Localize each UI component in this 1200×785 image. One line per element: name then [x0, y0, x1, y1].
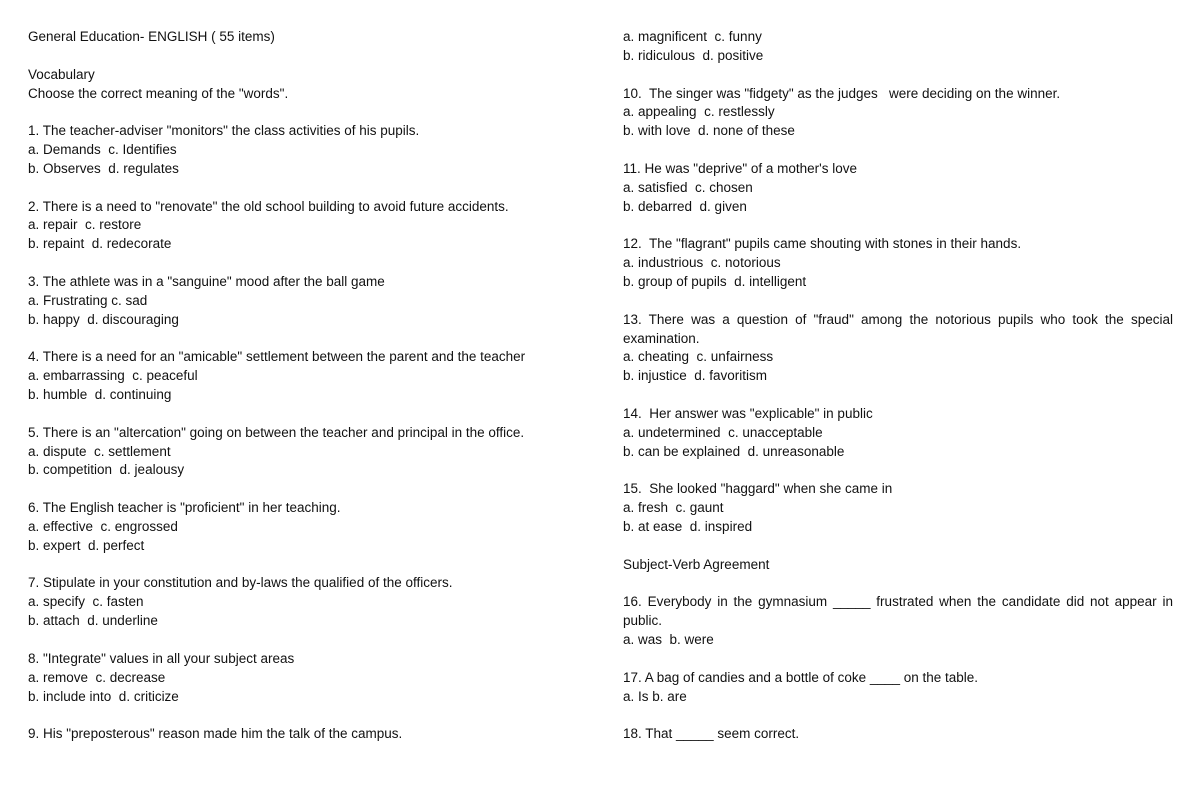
choices-a-c: a. dispute c. settlement: [28, 443, 171, 459]
question-block-1: [28, 122, 588, 179]
choices-a-c: a. cheating c. unfairness: [623, 349, 774, 365]
choices-b-d: b. debarred d. given: [623, 198, 747, 214]
spacer: [28, 254, 588, 273]
section-heading-vocabulary: Vocabulary: [28, 66, 95, 82]
question-text-18: 18. That _____ seem correct.: [623, 726, 800, 742]
question-text: 1. The teacher-adviser "monitors" the class activities of his pupils.: [28, 123, 420, 139]
spacer: [623, 706, 1173, 725]
question-text: 17. A bag of candies and a bottle of coke ____ on the table.: [623, 669, 979, 685]
question-text: 12. The "flagrant" pupils came shouting with stones in their hands.: [623, 236, 1022, 252]
choices-b-d: b. ridiculous d. positive: [623, 47, 764, 63]
spacer: [28, 47, 588, 66]
question-text: 13. There was a question of "fraud" among the notorious pupils who took the special examination.: [623, 311, 1173, 346]
question-block-5: [28, 424, 588, 481]
question-text: 3. The athlete was in a "sanguine" mood after the ball game: [28, 273, 385, 289]
choices-a-c: a. specify c. fasten: [28, 594, 144, 610]
choices-a-c: a. industrious c. notorious: [623, 255, 781, 271]
question-text: 5. There is an "altercation" going on between the teacher and principal in the office.: [28, 424, 525, 440]
choices-a-c: a. repair c. restore: [28, 217, 142, 233]
question-block-14: [623, 405, 1173, 462]
question-text: 15. She looked "haggard" when she came in: [623, 481, 893, 497]
question-text: 10. The singer was "fidgety" as the judges were deciding on the winner.: [623, 85, 1061, 101]
question-block-6: [28, 499, 588, 556]
choices-b-d: b. attach d. underline: [28, 613, 158, 629]
choices-a-c: a. Frustrating c. sad: [28, 292, 148, 308]
choices-b-d: b. include into d. criticize: [28, 688, 179, 704]
section-heading-subject-verb-agreement: Subject-Verb Agreement: [623, 556, 770, 572]
choices-b-d: b. at ease d. inspired: [623, 518, 753, 534]
choices-b-d: b. can be explained d. unreasonable: [623, 443, 845, 459]
choices-a-b: a. was b. were: [623, 632, 714, 647]
question-block-12: [623, 235, 1173, 292]
choices-a-c: a. Demands c. Identifies: [28, 142, 177, 158]
spacer: [623, 537, 1173, 556]
right-column: [623, 28, 1173, 744]
spacer: [623, 386, 1173, 405]
choices-b-d: b. repaint d. redecorate: [28, 236, 172, 252]
spacer: [623, 141, 1173, 160]
question-text: 2. There is a need to "renovate" the old school building to avoid future accidents.: [28, 198, 509, 214]
choices-b-d: b. humble d. continuing: [28, 387, 172, 403]
question-text: 7. Stipulate in your constitution and by-laws the qualified of the officers.: [28, 575, 453, 591]
choices-a-c: a. appealing c. restlessly: [623, 104, 775, 120]
choices-a-b: a. Is b. are: [623, 688, 687, 704]
spacer: [28, 706, 588, 725]
question-block-4: [28, 348, 588, 405]
spacer: [623, 461, 1173, 480]
question-text-9: 9. His "preposterous" reason made him the talk of the campus.: [28, 726, 403, 742]
question-block-11: [623, 160, 1173, 217]
left-column: [28, 28, 588, 744]
question-text: 8. "Integrate" values in all your subject areas: [28, 650, 295, 666]
spacer: [623, 574, 1173, 593]
choices-a-c: a. effective c. engrossed: [28, 518, 178, 534]
spacer: [28, 179, 588, 198]
choices-a-c: a. fresh c. gaunt: [623, 500, 724, 516]
question-block-3: [28, 273, 588, 330]
choices-a-c: a. magnificent c. funny: [623, 29, 762, 44]
spacer: [28, 480, 588, 499]
spacer: [28, 631, 588, 650]
question-text: 11. He was "deprive" of a mother's love: [623, 160, 858, 176]
question-block-2: [28, 198, 588, 255]
choices-a-c: a. embarrassing c. peaceful: [28, 368, 198, 384]
question-block-17: [623, 669, 1173, 707]
choices-a-c: a. undetermined c. unacceptable: [623, 424, 823, 440]
question-block-9-choices: [623, 28, 1173, 66]
question-block-7: [28, 574, 588, 631]
spacer: [623, 650, 1173, 669]
spacer: [28, 103, 588, 122]
spacer: [623, 66, 1173, 85]
spacer: [28, 556, 588, 575]
question-text: 16. Everybody in the gymnasium _____ frustrated when the candidate did not appear in public.: [623, 594, 1173, 629]
choices-b-d: b. competition d. jealousy: [28, 462, 185, 478]
question-text: 14. Her answer was "explicable" in public: [623, 405, 873, 421]
choices-a-c: a. remove c. decrease: [28, 669, 166, 685]
spacer: [28, 330, 588, 349]
spacer: [28, 405, 588, 424]
question-block-15: [623, 480, 1173, 537]
question-text: 4. There is a need for an "amicable" settlement between the parent and the teacher: [28, 349, 526, 365]
choices-b-d: b. group of pupils d. intelligent: [623, 273, 807, 289]
choices-b-d: b. with love d. none of these: [623, 123, 795, 139]
choices-a-c: a. satisfied c. chosen: [623, 179, 753, 195]
question-block-13: [623, 311, 1173, 386]
choices-b-d: b. happy d. discouraging: [28, 311, 179, 327]
question-block-8: [28, 650, 588, 707]
spacer: [623, 216, 1173, 235]
choices-b-d: b. expert d. perfect: [28, 537, 145, 553]
choices-b-d: b. Observes d. regulates: [28, 160, 179, 176]
question-text: 6. The English teacher is "proficient" in her teaching.: [28, 500, 341, 516]
question-block-16: [623, 593, 1173, 650]
choices-b-d: b. injustice d. favoritism: [623, 368, 768, 384]
spacer: [623, 292, 1173, 311]
question-block-10: [623, 85, 1173, 142]
instruction-text: Choose the correct meaning of the "words".: [28, 85, 289, 101]
document-title: General Education- ENGLISH ( 55 items): [28, 29, 275, 44]
